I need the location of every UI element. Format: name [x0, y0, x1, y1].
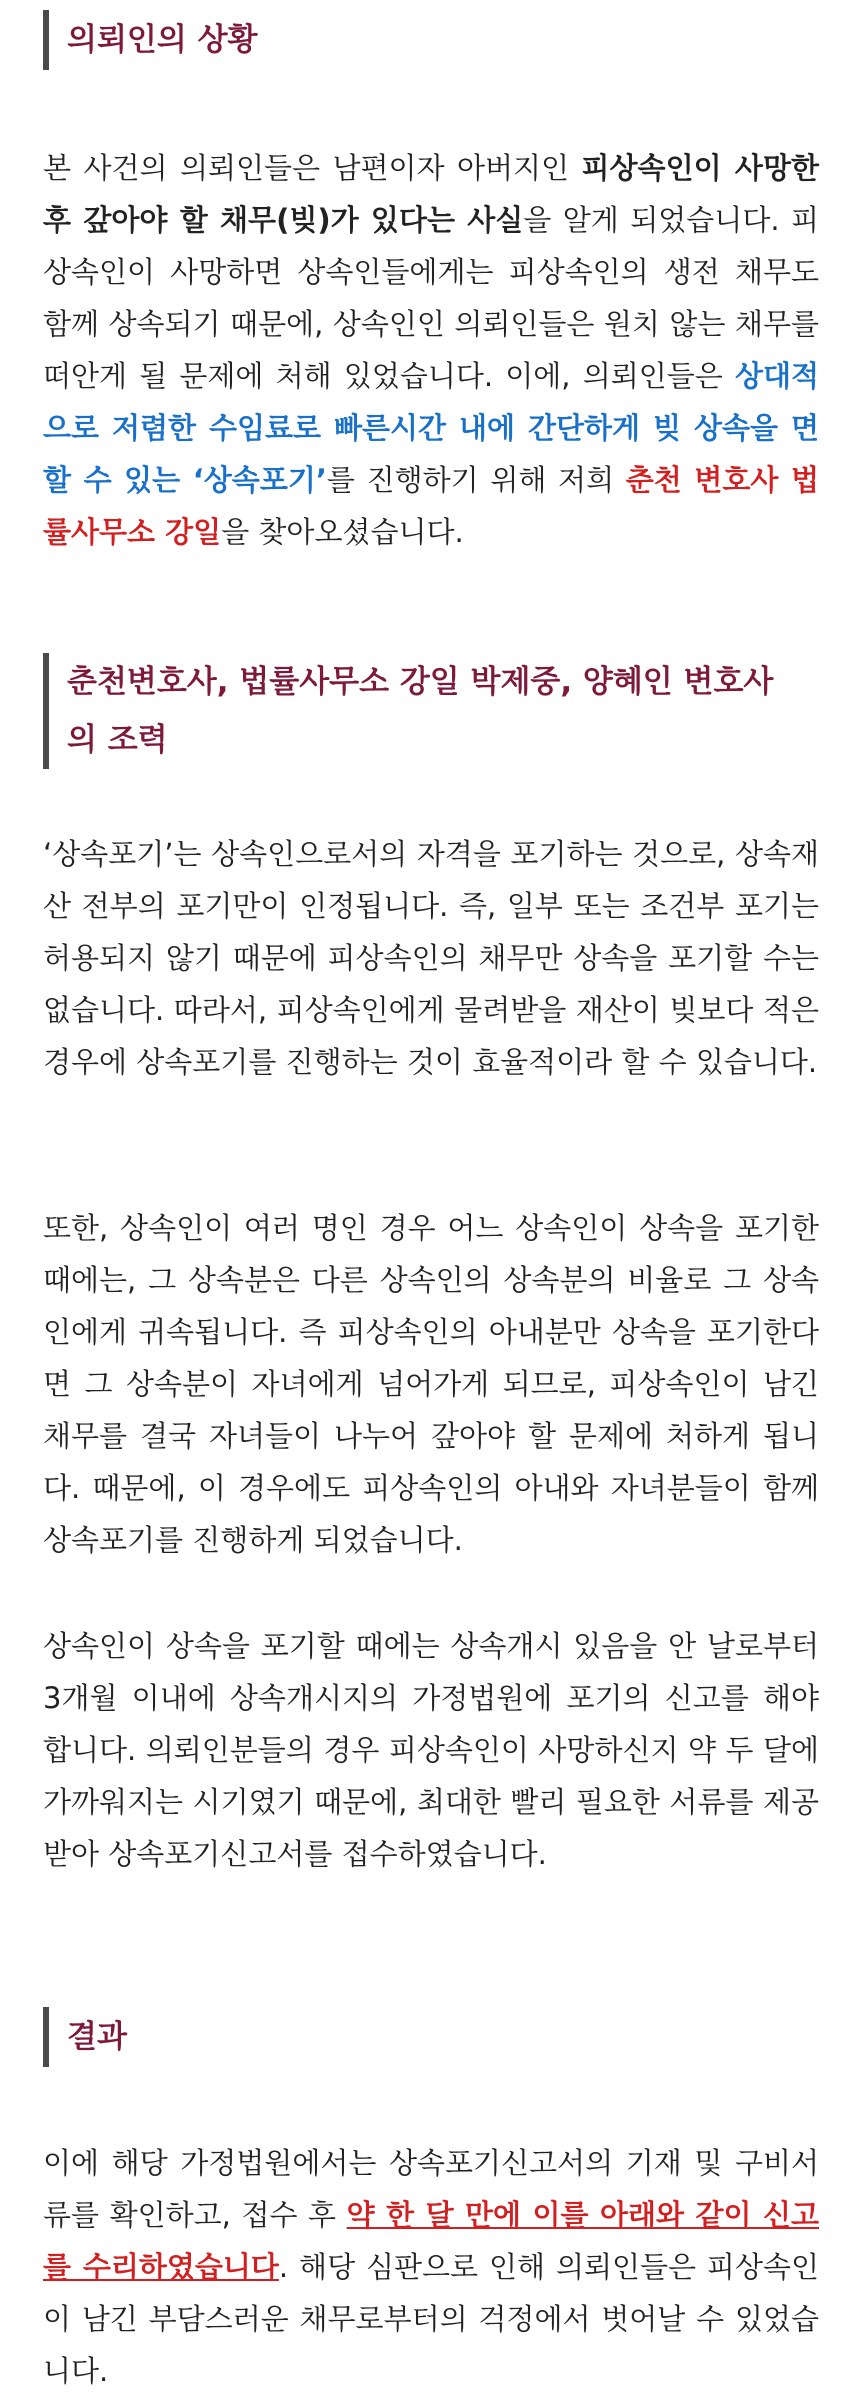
paragraph-assistance-1: [43, 828, 819, 1088]
text-segment: 을 찾아오셨습니다.: [221, 515, 464, 549]
paragraph-assistance-2: [43, 1202, 819, 1566]
text-segment: 을 알게 되었습니다. 피상속인이 사망하면 상속인들에게는 피상속인의 생전 채무도 함께 상속되기 때문에, 상속인인 의뢰인들은 원치 않는 채무를 떠안게 될 문제에 처해 있었습니다. 이에, 의뢰인들은: [43, 203, 820, 393]
red-highlight: 춘천 변호사 법률사무소 강일: [43, 463, 820, 549]
text-segment: 본 사건의 의뢰인들은 남편이자 아버지인: [43, 151, 582, 185]
paragraph-assistance-3: [43, 1620, 819, 1880]
section-heading-assistance: [43, 653, 797, 769]
paragraph-situation: [43, 142, 819, 558]
section-heading-result: [43, 2007, 797, 2067]
section-heading-text: 의뢰인의 상황: [67, 22, 258, 58]
section-heading-text: 결과: [67, 2019, 127, 2055]
text-segment: 상속인이 상속을 포기할 때에는 상속개시 있음을 안 날로부터 3개월 이내에 상속개시지의 가정법원에 포기의 신고를 해야 합니다. 의뢰인분들의 경우 피상속인이 사망하신지 약 두 달에 가까워지는 시기였기 때문에, 최대한 빨리 필요한 서류를 제공 받아 상속포기신고서를 접수하였습니다.: [43, 1629, 819, 1871]
blue-highlight: 상대적으로 저렴한 수임료로 빠른시간 내에 간단하게 빚 상속을 면할 수 있는 ‘상속포기’: [43, 359, 819, 497]
section-heading-situation: [43, 10, 797, 70]
text-segment: . 해당 심판으로 인해 의뢰인들은 피상속인이 남긴 부담스러운 채무로부터의 걱정에서 벗어날 수 있었습니다.: [43, 2250, 819, 2388]
paragraph-result: [43, 2137, 819, 2397]
text-segment: 를 진행하기 위해 저희: [326, 463, 626, 497]
text-segment: ‘상속포기’는 상속인으로서의 자격을 포기하는 것으로, 상속재산 전부의 포기만이 인정됩니다. 즉, 일부 또는 조건부 포기는 허용되지 않기 때문에 피상속인의 채무만 상속을 포기할 수는 없습니다. 따라서, 피상속인에게 물려받을 재산이 빚보다 적은 경우에 상속포기를 진행하는 것이 효율적이라 할 수 있습니다.: [43, 837, 819, 1079]
red-underline-highlight: 약 한 달 만에 이를 아래와 같이 신고를 수리하였습니다: [43, 2198, 819, 2284]
text-segment: 또한, 상속인이 여러 명인 경우 어느 상속인이 상속을 포기한 때에는, 그 상속분은 다른 상속인의 상속분의 비율로 그 상속인에게 귀속됩니다. 즉 피상속인의 아내분만 상속을 포기한다면 그 상속분이 자녀에게 넘어가게 되므로, 피상속인이 남긴 채무를 결국 자녀들이 나누어 갚아야 할 문제에 처하게 됩니다. 때문에, 이 경우에도 피상속인의 아내와 자녀분들이 함께 상속포기를 진행하게 되었습니다.: [43, 1211, 819, 1557]
bold-highlight: 피상속인이 사망한 후 갚아야 할 채무(빚)가 있다는 사실: [43, 151, 819, 237]
text-segment: 이에 해당 가정법원에서는 상속포기신고서의 기재 및 구비서류를 확인하고, 접수 후: [43, 2146, 819, 2232]
section-heading-text: 춘천변호사, 법률사무소 강일 박제중, 양혜인 변호사의 조력: [67, 664, 774, 758]
